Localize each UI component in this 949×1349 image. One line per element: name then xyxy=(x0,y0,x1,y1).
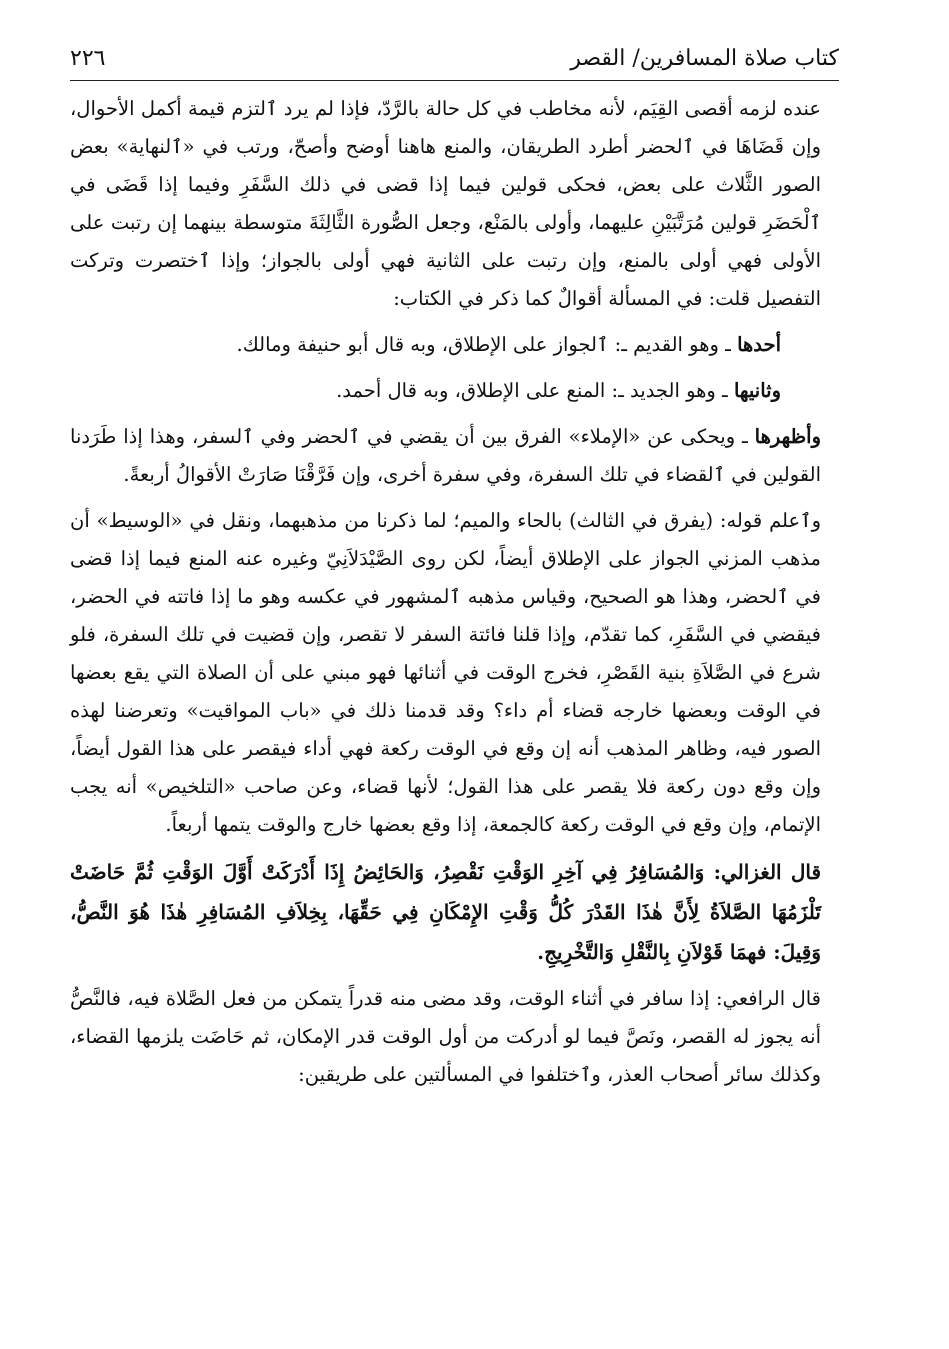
paragraph-1 xyxy=(70,90,821,318)
first-opinion-text: ـ وهو القديم ـ: ٱلجواز على الإطلاق، وبه قال أبو حنيفة ومالك. xyxy=(236,333,738,356)
page-number: ٢٢٦ xyxy=(70,45,106,71)
paragraph-second-opinion xyxy=(70,372,821,410)
third-opinion-lead: وأظهرها xyxy=(754,425,821,448)
rafii-text: قال الرافعي: إذا سافر في أثناء الوقت، وقد مضى منه قدراً يتمكن من فعل الصَّلاة فيه، فالنَّصُّ أنه يجوز له القصر، ونَصَّ فيما لو أدركت من أول الوقت قدر الإمكان، ثم حَاضَت يلزمها القضاء، وكذلك سائر أصحاب العذر، وٱختلفوا في المسألتين على طريقين: xyxy=(70,987,821,1086)
paragraph-rafii xyxy=(70,980,821,1094)
first-opinion-lead: أحدها xyxy=(737,333,781,356)
ghazali-quote-text: وَالمُسَافِرُ فِي آخِرِ الوَقْتِ نَقْصِرُ، وَالحَائِضُ إِذَا أَدْرَكَتْ أَوَّلَ الوَقْتِ ثُمَّ حَاضَتْ تَلْزَمُهَا الصَّلاَةُ لِأَنَّ هٰذَا القَدْرَ كُلُّ وَقْتِ الإِمْكَانِ فِي حَقِّهَا، بِخِلاَفِ المُسَافِرِ هٰذَا هُوَ النَّصُّ، وَقِيلَ: فهمَا قَوْلاَنِ بِالنَّقْلِ وَالتَّخْرِيجِ. xyxy=(70,860,821,964)
second-opinion-lead: وثانيها xyxy=(733,379,781,402)
ghazali-quote-lead: قال الغزالي: xyxy=(713,860,822,884)
ghazali-quote xyxy=(70,852,821,972)
paragraph-commentary xyxy=(70,502,821,844)
third-opinion-text: ـ ويحكى عن «الإملاء» الفرق بين أن يقضي في ٱلحضر وفي ٱلسفر، وهذا إذا طَرَدنا القولين في ٱلقضاء في تلك السفرة، وفي سفرة أخرى، وإن فَرَّقْنَا صَارَتْ الأقوالُ أربعةً. xyxy=(70,425,821,486)
paragraph-third-opinion xyxy=(70,418,821,494)
commentary-text: وٱعلم قوله: (يفرق في الثالث) بالحاء والميم؛ لما ذكرنا من مذهبهما، ونقل في «الوسيط» أن مذهب المزني الجواز على الإطلاق أيضاً، لكن روى الصَّيْدَلاَنِيّ وغيره عنه المنع فيما إذا قضى في ٱلحضر، وهذا هو الصحيح، وقياس مذهبه ٱلمشهور في عكسه وهو ما إذا فاتته في الحضر، فيقضي في السَّفَرِ، كما تقدّم، وإذا قلنا فائتة السفر لا تقصر، وإن قضيت في تلك السفرة، فلو شرع في الصَّلاَةِ بنية القَصْرِ، فخرج الوقت في أثنائها فهو مبني على أن الصلاة التي يقع بعضها في الوقت وبعضها خارجه قضاء أم داء؟ وقد قدمنا ذلك في «باب المواقيت» وتعرضنا لهذه الصور فيه، وظاهر المذهب أنه إن وقع في الوقت ركعة فهي أداء فيقصر على هذا القول أيضاً، وإن وقع دون ركعة فلا يقصر على هذا القول؛ لأنها قضاء، وعن صاحب «التلخيص» أنه يجب الإتمام، وإن وقع في الوقت ركعة كالجمعة، إذا وقع بعضها خارج والوقت يتمها أربعاً. xyxy=(70,509,821,836)
page-header xyxy=(70,36,839,81)
running-title: كتاب صلاة المسافرين/ القصر xyxy=(570,45,839,71)
page-content xyxy=(70,90,821,1102)
second-opinion-text: ـ وهو الجديد ـ: المنع على الإطلاق، وبه قال أحمد. xyxy=(336,379,734,402)
paragraph-first-opinion xyxy=(70,326,821,364)
paragraph-1-text: عنده لزمه أقصى القِيَم، لأنه مخاطب في كل حالة بالرَّدّ، فإذا لم يرد ٱلتزم قيمة أكمل الأحوال، وإن قَضَاهَا في ٱلحضر أطرد الطريقان، والمنع هاهنا أوضح وأصحّ، ورتب في «ٱلنهاية» بعض الصور الثَّلاث على بعض، فحكى قولين فيما إذا قضى في ذلك السَّفَرِ وفيما إذا قَضَى في ٱلْحَضَرِ قولين مُرَتَّبَيْنِ عليهما، وأولى بالمَنْع، وجعل الصُّورة الثَّالِثَةَ متوسطة بينهما إن رتبت على الأولى فهي أولى بالمنع، وإن رتبت على الثانية فهي أولى بالجواز؛ وإذا ٱختصرت وتركت التفصيل قلت: في المسألة أقوالٌ كما ذكر في الكتاب: xyxy=(70,97,821,310)
